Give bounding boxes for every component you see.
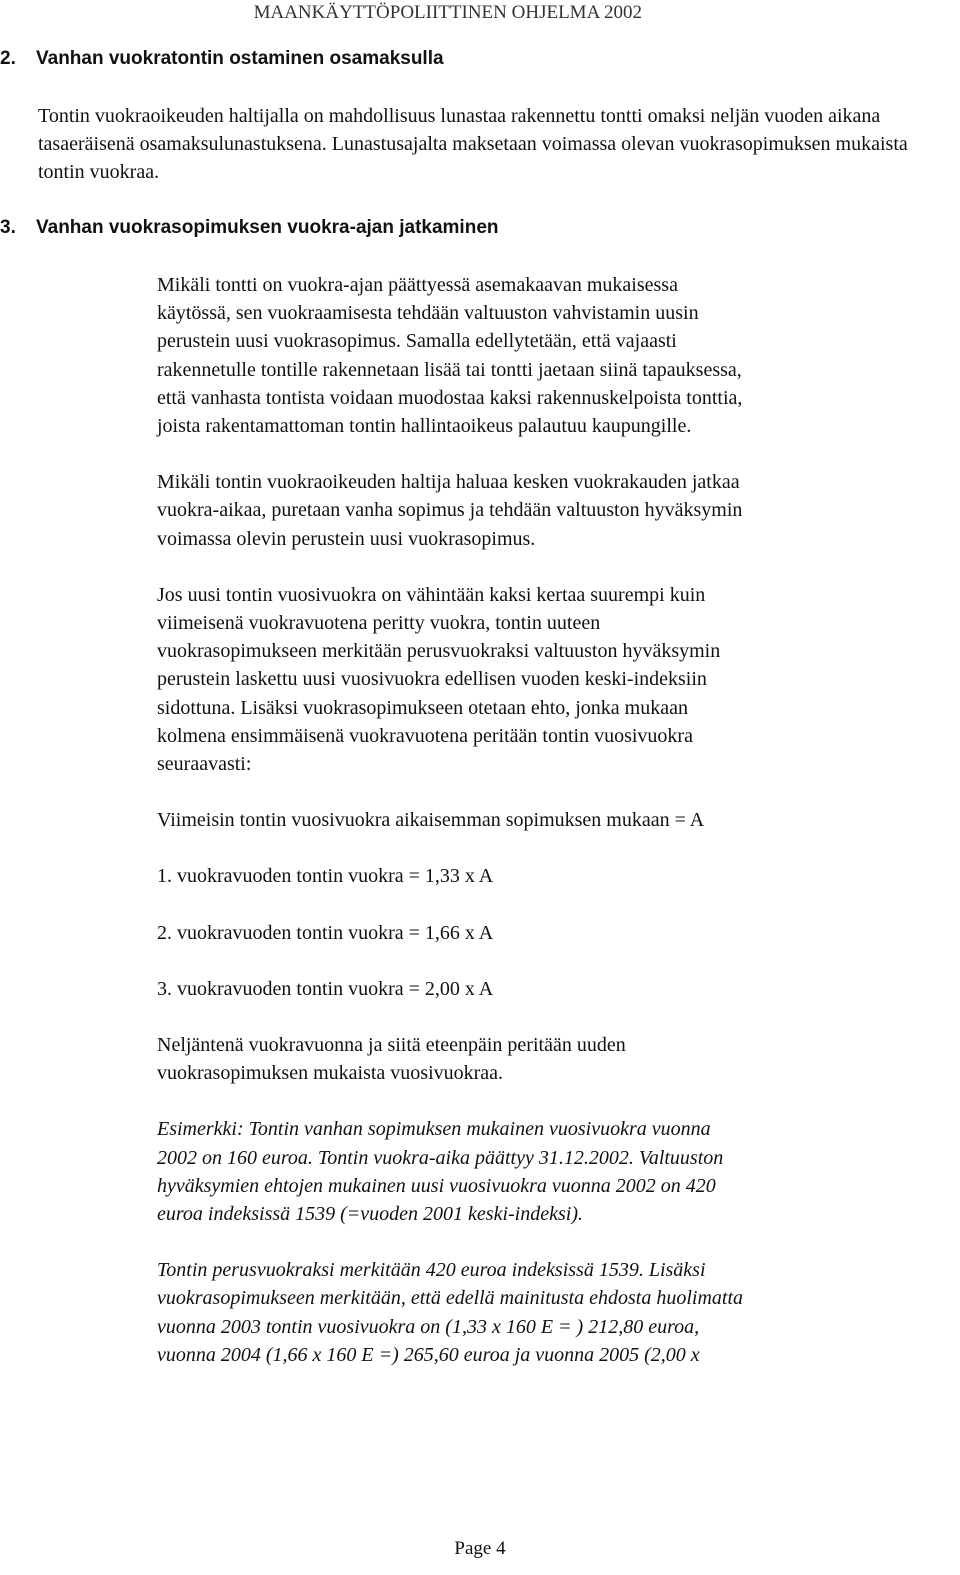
example-paragraph-2: Tontin perusvuokraksi merkitään 420 euroa indeksissä 1539. Lisäksi vuokrasopimukseen merkitään, että edellä mainitusta ehdosta huolimatta vuonna 2003 tontin vuosivuokra on (1,33 x 160 E = ) 212,80 euroa, vuonna 2004 (1,66 x 160 E =) 265,60 euroa ja vuonna 2005 (2,00 x [157, 1259, 744, 1366]
section-2-number: 2. [0, 48, 16, 69]
paragraph-rent-increase-rule: Jos uusi tontin vuosivuokra on vähintään kaksi kertaa suurempi kuin viimeisenä vuokravuotena peritty vuokra, tontin uuteen vuokrasopimukseen merkitään perusvuokraksi valtuuston hyväksymin perustein laskettu uusi vuosivuokra edellisen vuoden keski-indeksiin sidottuna. Lisäksi vuokrasopimukseen otetaan ehto, jonka mukaan kolmena ensimmäisenä vuokravuotena peritään tontin vuosivuokra seuraavasti: [157, 583, 721, 776]
formula-year-2: 2. vuokravuoden tontin vuokra = 1,66 x A [157, 921, 494, 944]
section-2-heading [0, 48, 444, 70]
running-header: MAANKÄYTTÖPOLIITTINEN OHJELMA 2002 [253, 2, 642, 23]
paragraph-previous-rent-definition: Viimeisin tontin vuosivuokra aikaisemman sopimuksen mukaan = A [157, 809, 705, 832]
section-3-body [157, 271, 747, 1397]
section-3-number: 3. [0, 217, 16, 238]
paragraph-fourth-year: Neljäntenä vuokravuonna ja siitä eteenpäin peritään uuden vuokrasopimuksen mukaista vuosivuokraa. [157, 1034, 626, 1085]
example-paragraph-1: Esimerkki: Tontin vanhan sopimuksen mukainen vuosivuokra vuonna 2002 on 160 euroa. Tontin vuokra-aika päättyy 31.12.2002. Valtuuston hyväksymien ehtojen mukainen uusi vuosivuokra vuonna 2002 on 420 euroa indeksissä 1539 (=vuoden 2001 keski-indeksi). [157, 1118, 724, 1226]
paragraph-early-extension: Mikäli tontin vuokraoikeuden haltija haluaa kesken vuokrakauden jatkaa vuokra-aikaa, puretaan vanha sopimus ja tehdään valtuuston hyväksymin voimassa olevin perustein uusi vuokrasopimus. [157, 471, 743, 550]
section-3-title: Vanhan vuokrasopimuksen vuokra-ajan jatkaminen [36, 217, 499, 238]
section-2-paragraph: Tontin vuokraoikeuden haltijalla on mahdollisuus lunastaa rakennettu tontti omaksi neljän vuoden aikana tasaeräisenä osamaksulunastuksena. Lunastusajalta maksetaan voimassa olevan vuokrasopimuksen mukaista tontin vuokraa. [38, 105, 908, 184]
section-2-title: Vanhan vuokratontin ostaminen osamaksulla [36, 48, 444, 69]
formula-year-1: 1. vuokravuoden tontin vuokra = 1,33 x A [157, 865, 494, 888]
formula-year-3: 3. vuokravuoden tontin vuokra = 2,00 x A [157, 977, 494, 1000]
paragraph-renewal-conditions: Mikäli tontti on vuokra-ajan päättyessä asemakaavan mukaisessa käytössä, sen vuokraamisesta tehdään valtuuston vahvistamin uusin perustein uusi vuokrasopimus. Samalla edellytetään, että vajaasti rakennetulle tontille rakennetaan lisää tai tontti jaetaan siinä tapauksessa, että vanhasta tontista voidaan muodostaa kaksi rakennuskelpoista tonttia, joista rakentamattoman tontin hallintaoikeus palautuu kaupungille. [157, 274, 743, 438]
section-3-heading [0, 217, 499, 239]
page-number: Page 4 [454, 1538, 506, 1559]
